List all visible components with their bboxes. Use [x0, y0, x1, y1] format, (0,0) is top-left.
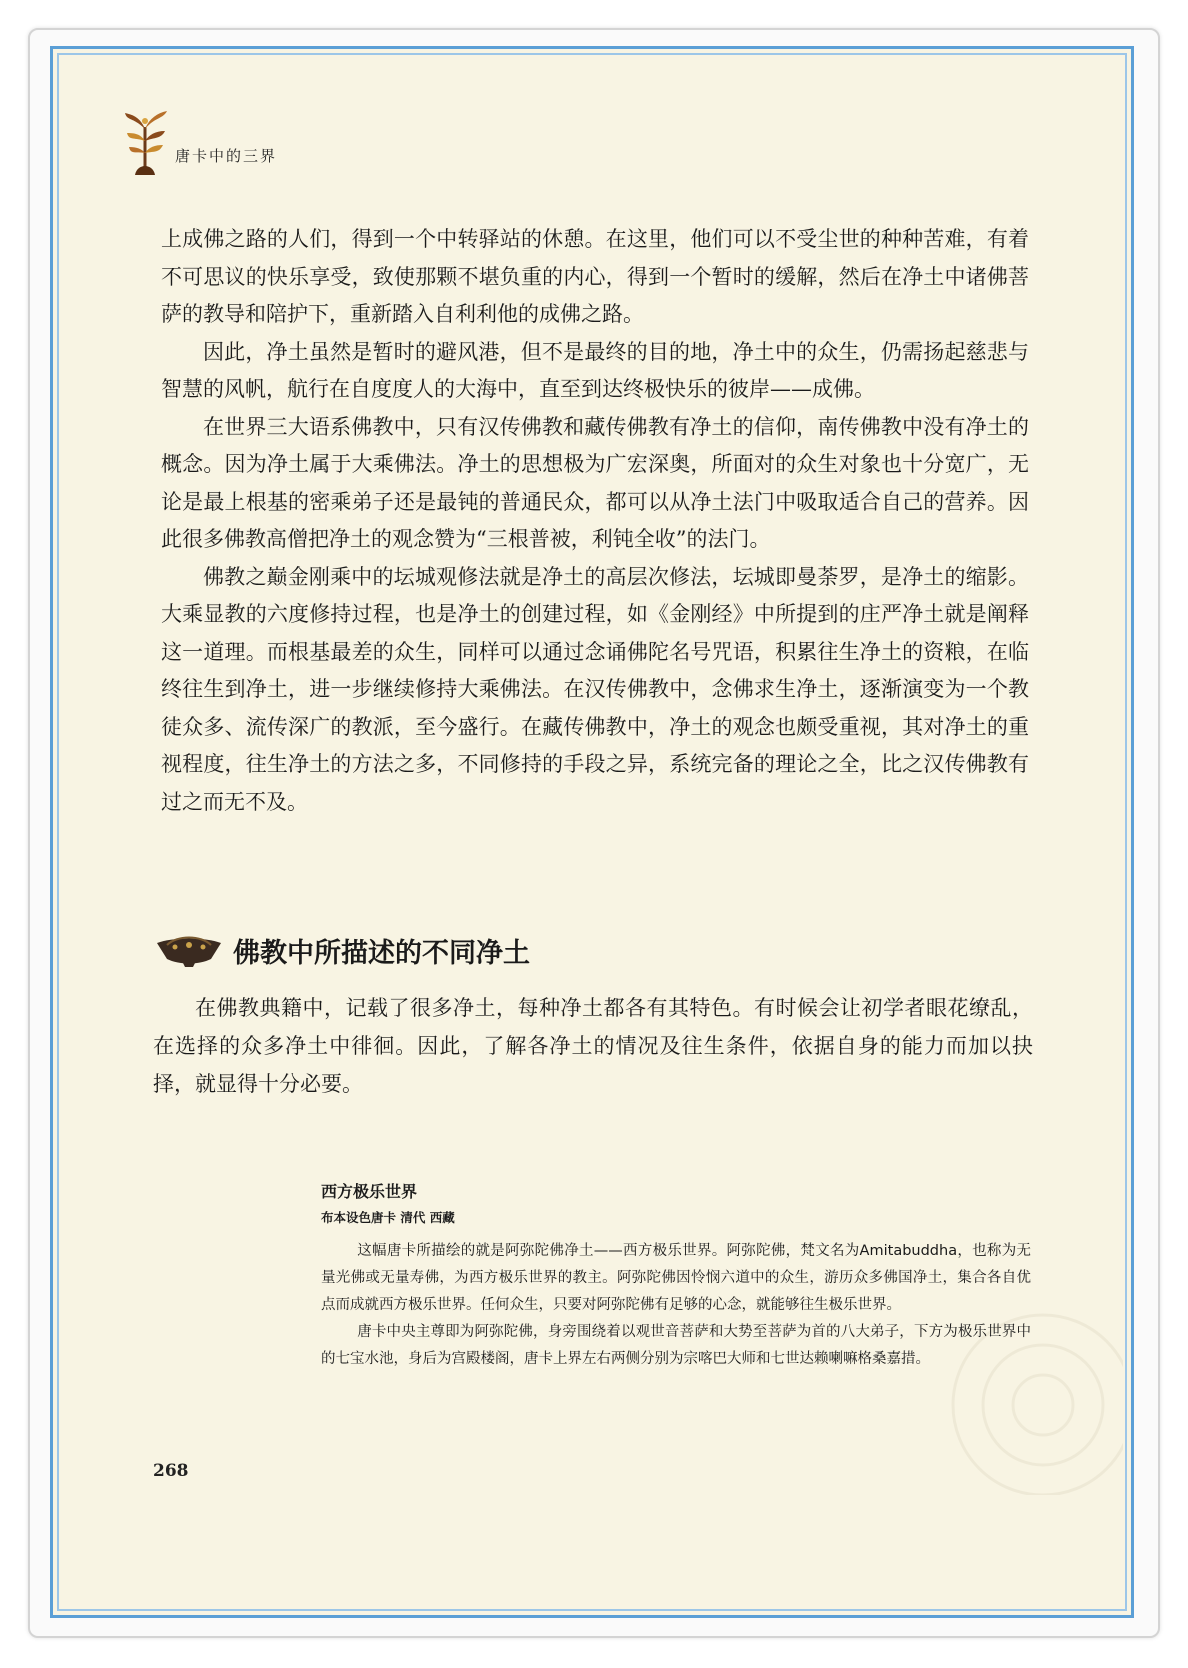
section-title: 佛教中所描述的不同净土: [233, 938, 530, 969]
body-paragraph: 因此，净土虽然是暂时的避风港，但不是最终的目的地，净土中的众生，仍需扬起慈悲与智慧的风帆，航行在自度度人的大海中，直至到达终极快乐的彼岸——成佛。: [161, 339, 1029, 401]
section-heading: [153, 929, 853, 979]
book-page: [50, 46, 1134, 1618]
body-paragraph: 佛教之巅金刚乘中的坛城观修法就是净土的高层次修法，坛城即曼荼罗，是净土的缩影。大乘显教的六度修持过程，也是净土的创建过程，如《金刚经》中所提到的庄严净土就是阐释这一道理。而根基最差的众生，同样可以通过念诵佛陀名号咒语，积累往生净土的资粮，在临终往生到净土，进一步继续修持大乘佛法。在汉传佛教中，念佛求生净土，逐渐演变为一个教徒众多、流传深广的教派，至今盛行。在藏传佛教中，净土的观念也颇受重视，其对净土的重视程度，往生净土的方法之多，不同修持的手段之异，系统完备的理论之全，比之汉传佛教有过之而无不及。: [161, 564, 1029, 814]
running-header: [123, 107, 523, 177]
body-paragraph: 上成佛之路的人们，得到一个中转驿站的休憩。在这里，他们可以不受尘世的种种苦难，有着不可思议的快乐享受，致使那颗不堪负重的内心，得到一个暂时的缓解，然后在净土中诸佛菩萨的教导和陪护下，重新踏入自利利他的成佛之路。: [161, 227, 1029, 326]
lotus-bowl-icon: [153, 933, 225, 967]
caption-paragraph: 唐卡中央主尊即为阿弥陀佛，身旁围绕着以观世音菩萨和大势至菩萨为首的八大弟子，下方为极乐世界中的七宝水池，身后为宫殿楼阁，唐卡上界左右两侧分别为宗喀巴大师和七世达赖喇嘛格桑嘉措。: [321, 1324, 1031, 1367]
header-title: 唐卡中的三界: [175, 147, 278, 165]
section-body: [153, 989, 1033, 1103]
page-number: 268: [153, 1461, 189, 1481]
figure-caption: [321, 1179, 1031, 1373]
main-body: [161, 221, 1029, 821]
caption-title: 西方极乐世界: [321, 1182, 418, 1201]
caption-paragraph: 这幅唐卡所描绘的就是阿弥陀佛净土——西方极乐世界。阿弥陀佛，梵文名为Amitabuddha，也称为无量光佛或无量寿佛，为西方极乐世界的教主。阿弥陀佛因怜悯六道中的众生，游历众多佛国净土，集合各自优点而成就西方极乐世界。任何众生，只要对阿弥陀佛有足够的心念，就能够往生极乐世界。: [321, 1243, 1031, 1313]
caption-subtitle: 布本设色唐卡 清代 西藏: [321, 1210, 455, 1225]
section-paragraph: 在佛教典籍中，记载了很多净土，每种净土都各有其特色。有时候会让初学者眼花缭乱，在选择的众多净土中徘徊。因此，了解各净土的情况及往生条件，依据自身的能力而加以抉择，就显得十分必要。: [153, 996, 1033, 1096]
plant-ornament-icon: [123, 107, 169, 177]
body-paragraph: 在世界三大语系佛教中，只有汉传佛教和藏传佛教有净土的信仰，南传佛教中没有净土的概念。因为净土属于大乘佛法。净土的思想极为广宏深奥，所面对的众生对象也十分宽广，无论是最上根基的密乘弟子还是最钝的普通民众，都可以从净土法门中吸取适合自己的营养。因此很多佛教高僧把净土的观念赞为“三根普被，利钝全收”的法门。: [161, 414, 1029, 551]
